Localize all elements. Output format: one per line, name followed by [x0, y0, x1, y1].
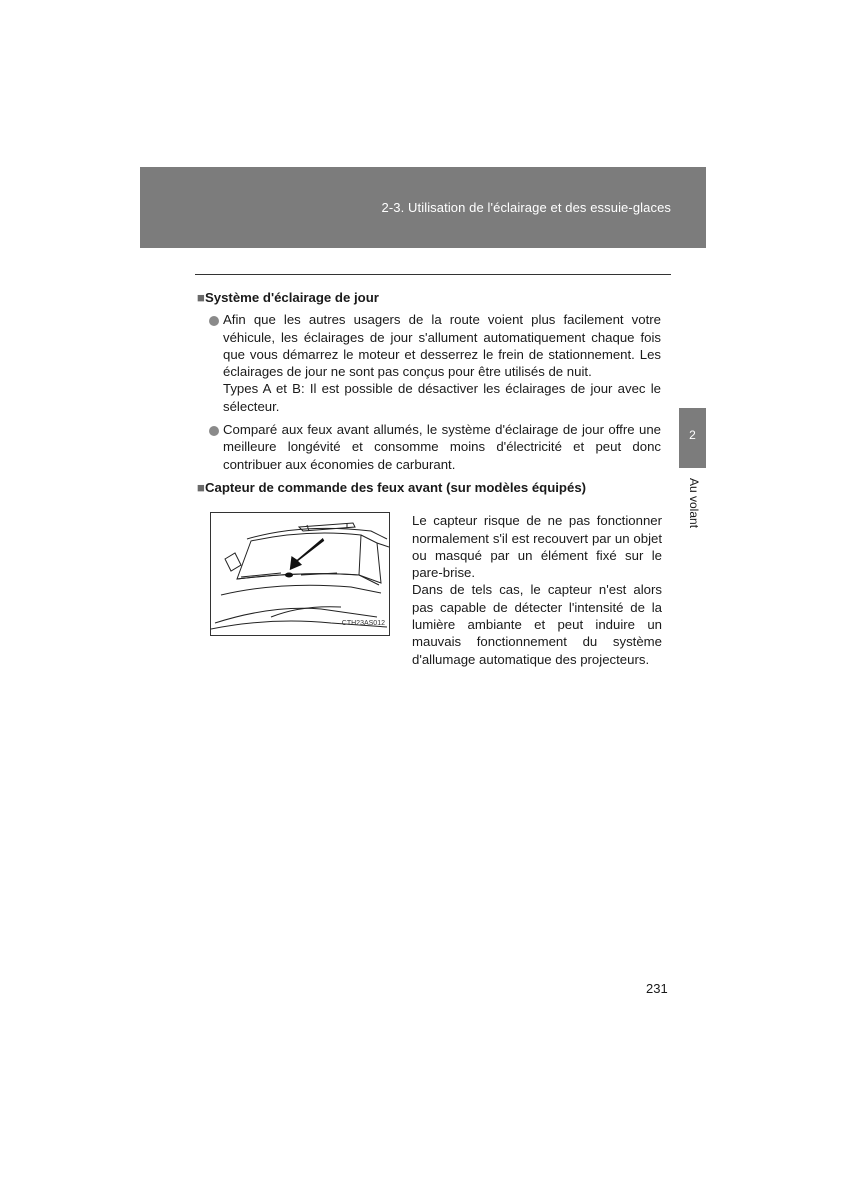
figure-row	[197, 502, 661, 677]
section-heading-headlight-sensor	[197, 479, 661, 496]
bullet-item	[197, 421, 661, 473]
bullet-paragraph: Afin que les autres usagers de la route voient plus facilement votre véhicule, les éclairages de jour s'allument automatiquement chaque fois que vous démarrez le moteur et desserrez le frein de stationnement. Les éclairages de jour ne sont pas conçus pour être utilisés de nuit.	[223, 312, 661, 380]
header-band	[140, 167, 706, 248]
chapter-label: Au volant	[687, 478, 701, 529]
sensor-paragraph: Le capteur risque de ne pas fonctionner normalement s'il est recouvert par un objet ou masqué par un élément fixé sur le pare-brise.	[412, 513, 662, 581]
bullet-paragraph: Types A et B: Il est possible de désactiver les éclairages de jour avec le sélecteur.	[223, 381, 661, 414]
chapter-tab	[679, 408, 706, 468]
bullet-paragraph: Comparé aux feux avant allumés, le système d'éclairage de jour offre une meilleure longévité et consomme moins d'électricité et peut donc contribuer aux économies de carburant.	[223, 422, 661, 472]
square-bullet-icon: ■	[197, 479, 205, 495]
section-heading-text: Système d'éclairage de jour	[204, 290, 379, 305]
sensor-illustration	[210, 512, 390, 636]
section-heading-text: Capteur de commande des feux avant (sur modèles équipés)	[204, 479, 587, 495]
bullet-item	[197, 311, 661, 415]
page-content	[197, 289, 661, 677]
sensor-description	[412, 512, 662, 668]
page-number: 231	[646, 981, 668, 996]
header-rule	[195, 274, 671, 275]
circle-bullet-icon	[209, 426, 219, 436]
header-title: 2-3. Utilisation de l'éclairage et des essuie-glaces	[381, 200, 671, 215]
circle-bullet-icon	[209, 316, 219, 326]
chapter-number: 2	[689, 428, 696, 442]
square-bullet-icon: ■	[197, 290, 205, 305]
figure-code: CTH23AS012	[341, 619, 385, 627]
sensor-paragraph: Dans de tels cas, le capteur n'est alors pas capable de détecter l'intensité de la lumière ambiante et peut induire un mauvais fonctionnement du système d'allumage automatique des projecteurs.	[412, 582, 662, 667]
section-heading-daytime-lights	[197, 289, 661, 306]
